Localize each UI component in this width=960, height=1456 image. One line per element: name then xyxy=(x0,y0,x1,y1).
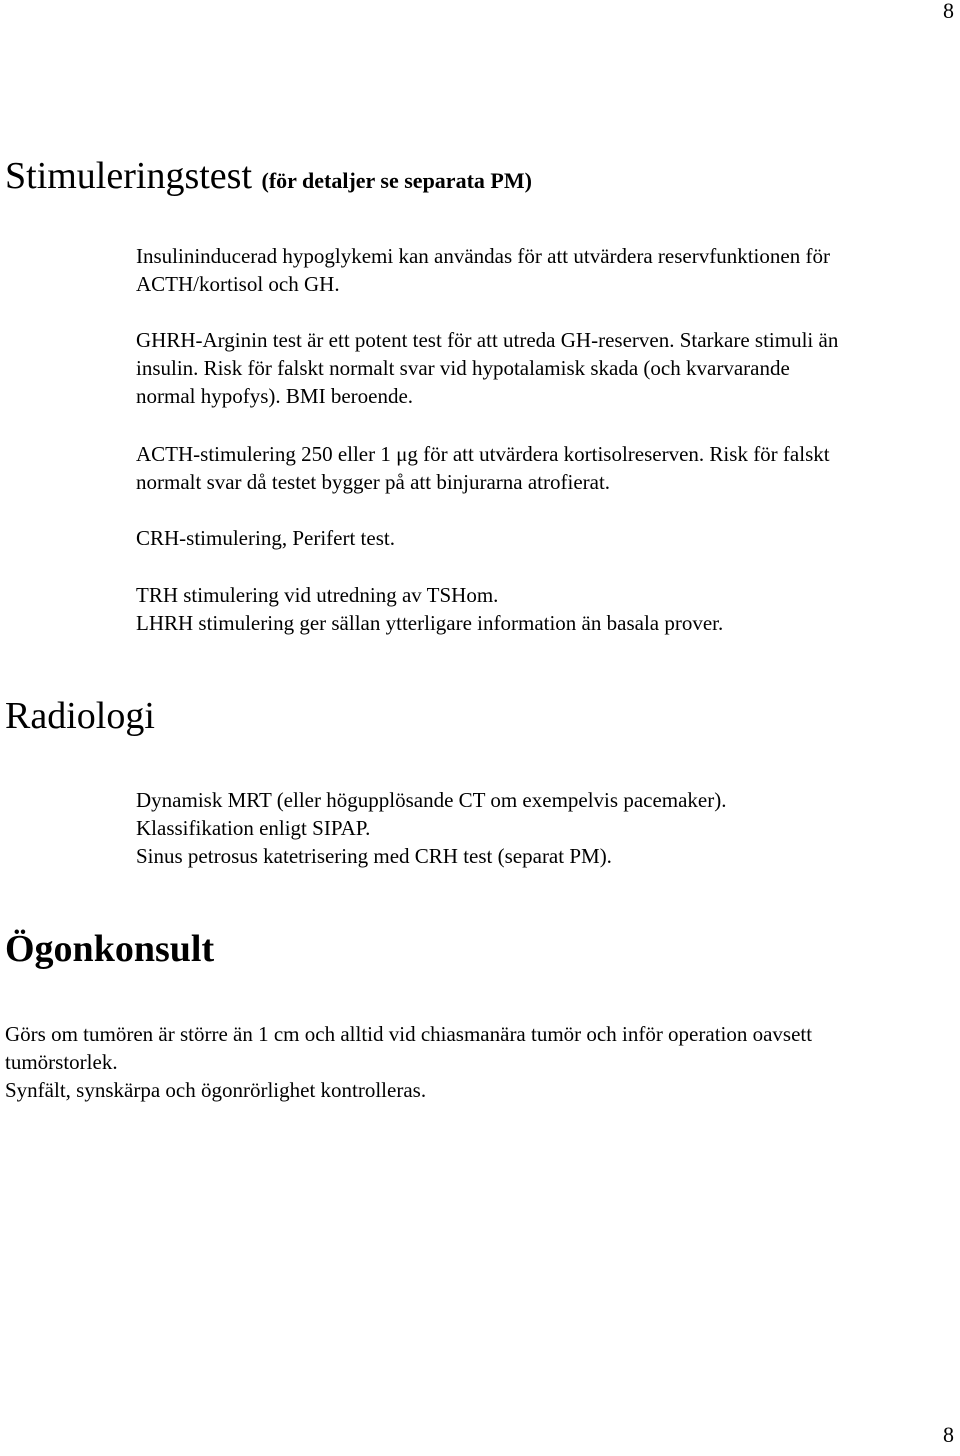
paragraph-line: CRH-stimulering, Perifert test. xyxy=(136,526,395,550)
paragraph-line: Insulininducerad hypoglykemi kan användas för att utvärdera reservfunktionen för xyxy=(136,244,830,268)
paragraph-line: ACTH-stimulering 250 eller 1 μg för att utvärdera kortisolreserven. Risk för falskt xyxy=(136,442,830,466)
page-number-bottom: 8 xyxy=(943,1422,954,1447)
paragraph-line: normal hypofys). BMI beroende. xyxy=(136,384,414,408)
section-heading-ogonkonsult: Ögonkonsult xyxy=(5,928,215,970)
section-heading-stimuleringstest xyxy=(5,154,532,203)
paragraph-line: TRH stimulering vid utredning av TSHom. xyxy=(136,583,499,607)
heading-text: Stimuleringstest xyxy=(5,155,252,197)
page-number-top: 8 xyxy=(943,0,954,23)
paragraph-line: tumörstorlek. xyxy=(5,1050,118,1074)
paragraph-line: insulin. Risk för falskt normalt svar vid hypotalamisk skada (och kvarvarande xyxy=(136,356,790,380)
section-heading-radiologi: Radiologi xyxy=(5,695,155,737)
paragraph-line: Görs om tumören är större än 1 cm och alltid vid chiasmanära tumör och inför operation oavsett xyxy=(5,1022,813,1046)
paragraph-line: Synfält, synskärpa och ögonrörlighet kontrolleras. xyxy=(5,1078,427,1102)
paragraph-line: Dynamisk MRT (eller högupplösande CT om exempelvis pacemaker). xyxy=(136,788,727,812)
paragraph-line: GHRH-Arginin test är ett potent test för att utreda GH-reserven. Starkare stimuli än xyxy=(136,328,839,352)
paragraph-line: normalt svar då testet bygger på att binjurarna atrofierat. xyxy=(136,470,611,494)
paragraph-line: LHRH stimulering ger sällan ytterligare information än basala prover. xyxy=(136,611,724,635)
paragraph-line: Klassifikation enligt SIPAP. xyxy=(136,816,371,840)
paragraph-line: Sinus petrosus katetrisering med CRH test (separat PM). xyxy=(136,844,612,868)
paragraph-line: ACTH/kortisol och GH. xyxy=(136,272,340,296)
heading-note: (för detaljer se separata PM) xyxy=(261,168,532,193)
